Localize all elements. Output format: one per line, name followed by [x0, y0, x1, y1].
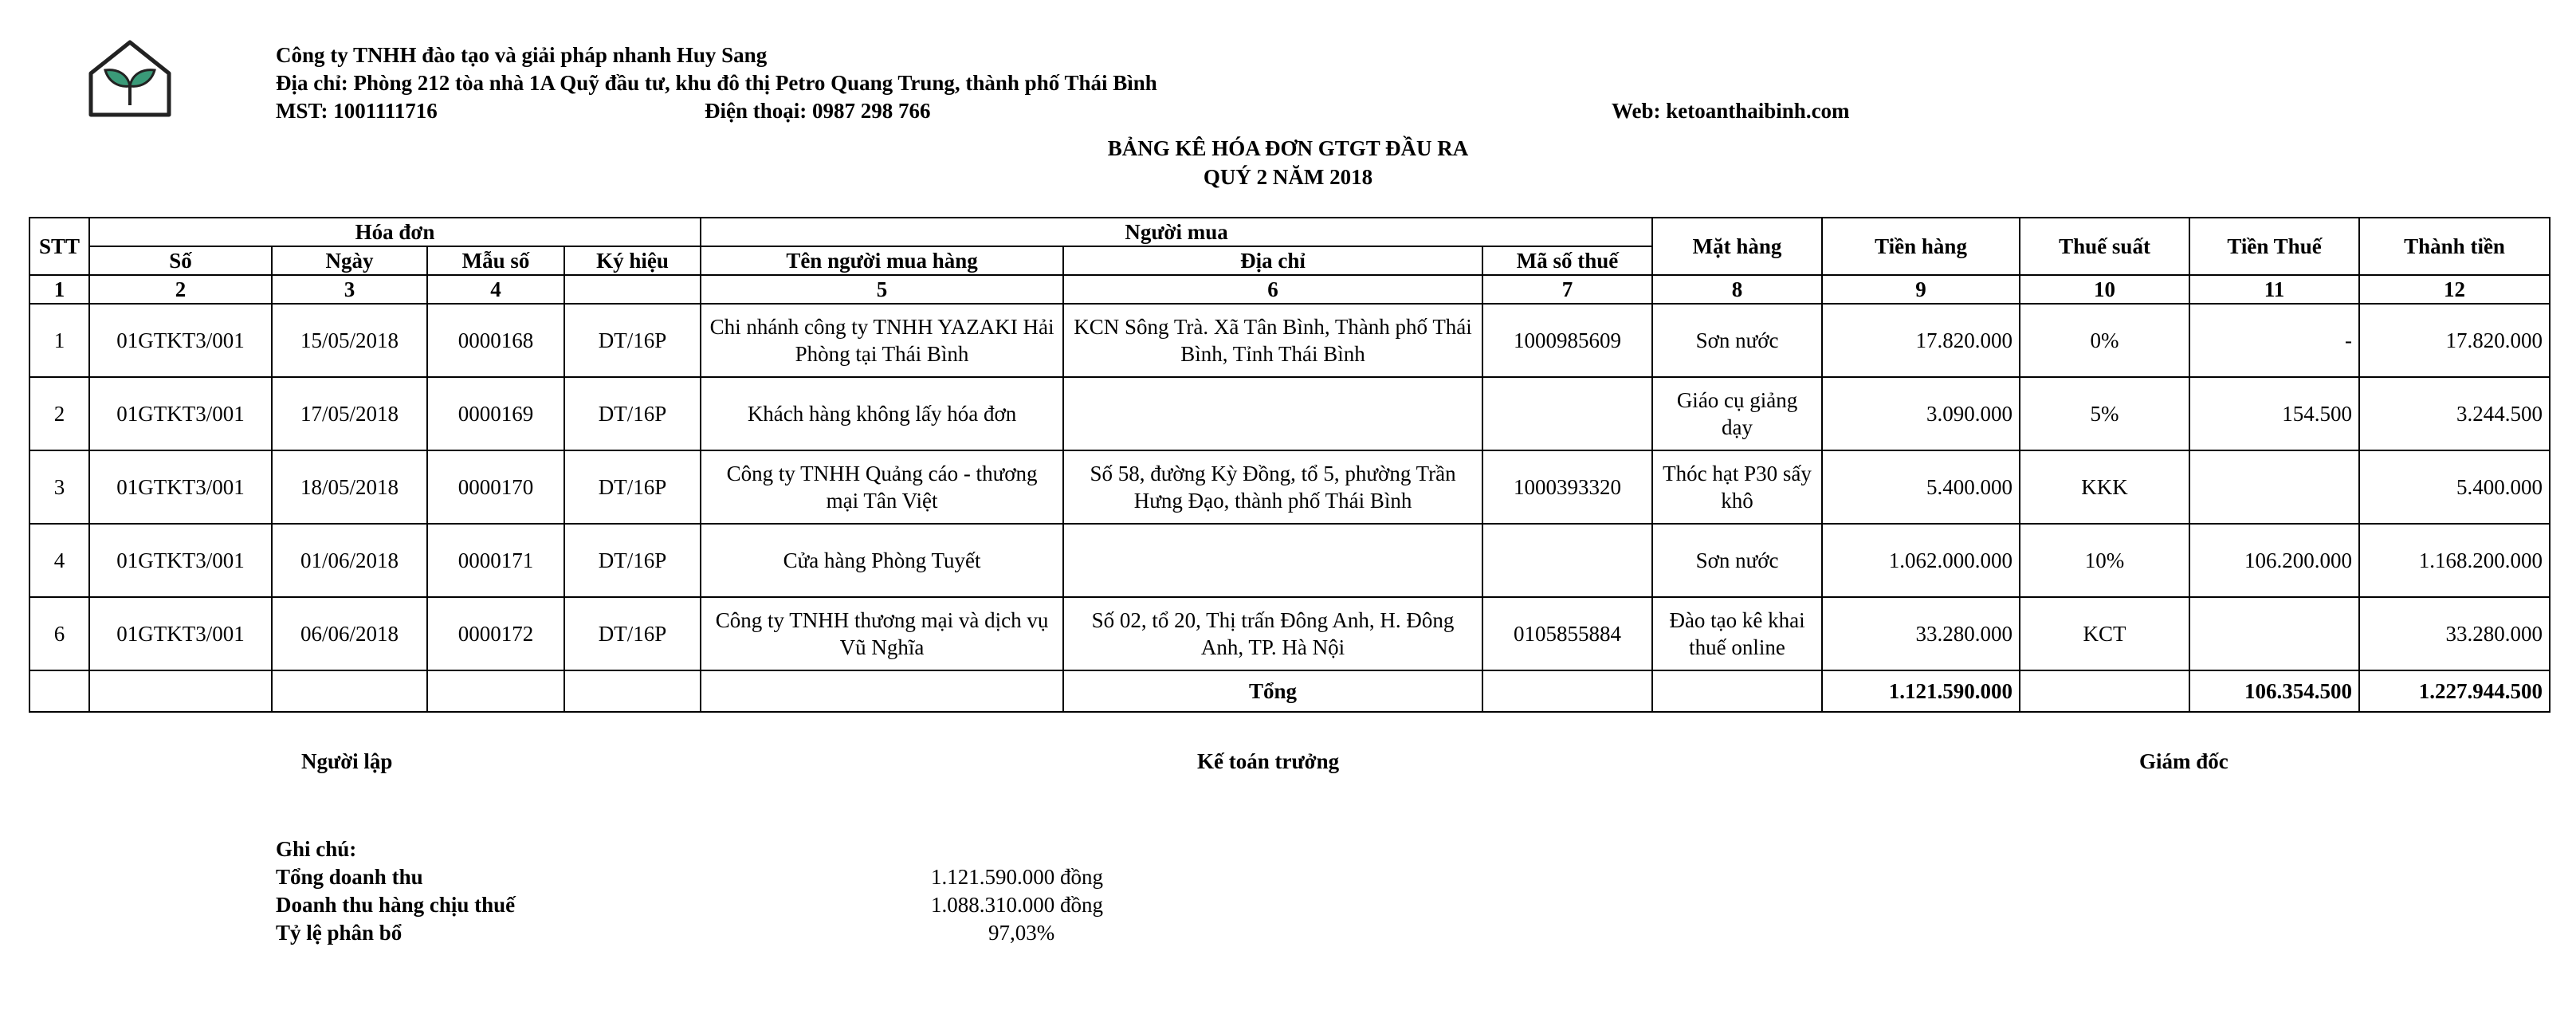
notes-taxable-label: Doanh thu hàng chịu thuế	[276, 893, 516, 917]
header-address: Địa chỉ	[1063, 246, 1482, 275]
totals-empty-cell	[564, 670, 701, 712]
notes-revenue-value: 1.121.590.000 đồng	[931, 865, 1103, 889]
column-number-cell: 7	[1482, 275, 1652, 304]
cell-address: Số 02, tổ 20, Thị trấn Đông Anh, H. Đông Anh, TP. Hà Nội	[1063, 597, 1482, 670]
cell-tax	[2189, 450, 2359, 524]
cell-buyer-name: Cửa hàng Phòng Tuyết	[701, 524, 1063, 597]
document-subtitle: QUÝ 2 NĂM 2018	[1203, 165, 1373, 189]
totals-empty-cell	[427, 670, 564, 712]
totals-empty-cell	[29, 670, 89, 712]
column-number-row	[29, 275, 2550, 304]
cell-amount: 3.090.000	[1822, 377, 2020, 450]
header-amount: Tiền hàng	[1822, 218, 2020, 275]
company-tax-code: MST: 1001111716	[276, 99, 438, 123]
cell-stt: 6	[29, 597, 89, 670]
cell-tax-code: 0105855884	[1482, 597, 1652, 670]
cell-number: 01GTKT3/001	[89, 597, 272, 670]
cell-total: 5.400.000	[2359, 450, 2550, 524]
header-tax: Tiền Thuế	[2189, 218, 2359, 275]
cell-tax-rate: 10%	[2020, 524, 2189, 597]
cell-amount: 1.062.000.000	[1822, 524, 2020, 597]
header-invoice: Hóa đơn	[89, 218, 701, 246]
header-stt: STT	[29, 218, 89, 275]
cell-total: 17.820.000	[2359, 304, 2550, 377]
cell-stt: 2	[29, 377, 89, 450]
cell-address: Số 58, đường Kỳ Đồng, tổ 5, phường Trần Hưng Đạo, thành phố Thái Bình	[1063, 450, 1482, 524]
document-title: BẢNG KÊ HÓA ĐƠN GTGT ĐẦU RA	[1107, 136, 1469, 160]
header-date: Ngày	[272, 246, 427, 275]
cell-total: 33.280.000	[2359, 597, 2550, 670]
signature-preparer: Người lập	[301, 749, 393, 773]
header-symbol: Ký hiệu	[564, 246, 701, 275]
cell-number: 01GTKT3/001	[89, 377, 272, 450]
column-number-cell: 2	[89, 275, 272, 304]
column-number-cell: 5	[701, 275, 1063, 304]
cell-buyer-name: Công ty TNHH thương mại và dịch vụ Vũ Nghĩa	[701, 597, 1063, 670]
table-row	[29, 524, 2550, 597]
cell-symbol: DT/16P	[564, 450, 701, 524]
invoice-table	[29, 217, 2550, 713]
cell-tax	[2189, 597, 2359, 670]
totals-empty-cell	[272, 670, 427, 712]
table-row	[29, 597, 2550, 670]
column-number-cell	[564, 275, 701, 304]
cell-date: 01/06/2018	[272, 524, 427, 597]
totals-empty-cell	[89, 670, 272, 712]
cell-item: Đào tạo kê khai thuế online	[1652, 597, 1822, 670]
cell-number: 01GTKT3/001	[89, 304, 272, 377]
notes-revenue-label: Tổng doanh thu	[276, 865, 423, 889]
cell-number: 01GTKT3/001	[89, 450, 272, 524]
header-item: Mặt hàng	[1652, 218, 1822, 275]
header-total: Thành tiền	[2359, 218, 2550, 275]
notes-heading: Ghi chú:	[276, 837, 357, 861]
column-number-cell: 8	[1652, 275, 1822, 304]
totals-tax: 106.354.500	[2189, 670, 2359, 712]
cell-form: 0000168	[427, 304, 564, 377]
cell-form: 0000170	[427, 450, 564, 524]
signature-director: Giám đốc	[2139, 749, 2228, 773]
cell-tax-rate: 5%	[2020, 377, 2189, 450]
header-form: Mẫu số	[427, 246, 564, 275]
cell-tax-rate: KCT	[2020, 597, 2189, 670]
notes-ratio-value: 97,03%	[988, 921, 1055, 945]
notes-ratio-label: Tỷ lệ phân bổ	[276, 921, 402, 945]
cell-tax-code	[1482, 377, 1652, 450]
table-row	[29, 450, 2550, 524]
header-buyer-name: Tên người mua hàng	[701, 246, 1063, 275]
cell-tax-code: 1000985609	[1482, 304, 1652, 377]
cell-item: Thóc hạt P30 sấy khô	[1652, 450, 1822, 524]
cell-form: 0000171	[427, 524, 564, 597]
cell-symbol: DT/16P	[564, 377, 701, 450]
cell-tax: 106.200.000	[2189, 524, 2359, 597]
cell-number: 01GTKT3/001	[89, 524, 272, 597]
company-phone: Điện thoại: 0987 298 766	[705, 99, 931, 123]
cell-amount: 33.280.000	[1822, 597, 2020, 670]
cell-symbol: DT/16P	[564, 524, 701, 597]
header-tax-code: Mã số thuế	[1482, 246, 1652, 275]
cell-date: 06/06/2018	[272, 597, 427, 670]
header-number: Số	[89, 246, 272, 275]
cell-total: 3.244.500	[2359, 377, 2550, 450]
totals-total: 1.227.944.500	[2359, 670, 2550, 712]
cell-tax-rate: 0%	[2020, 304, 2189, 377]
cell-amount: 5.400.000	[1822, 450, 2020, 524]
column-number-cell: 1	[29, 275, 89, 304]
table-header-row	[29, 218, 2550, 246]
column-number-cell: 12	[2359, 275, 2550, 304]
column-number-cell: 4	[427, 275, 564, 304]
cell-total: 1.168.200.000	[2359, 524, 2550, 597]
cell-form: 0000169	[427, 377, 564, 450]
company-web: Web: ketoanthaibinh.com	[1612, 99, 1850, 123]
table-row	[29, 304, 2550, 377]
totals-row	[29, 670, 2550, 712]
column-number-cell: 10	[2020, 275, 2189, 304]
totals-amount: 1.121.590.000	[1822, 670, 2020, 712]
cell-buyer-name: Chi nhánh công ty TNHH YAZAKI Hải Phòng tại Thái Bình	[701, 304, 1063, 377]
cell-amount: 17.820.000	[1822, 304, 2020, 377]
cell-buyer-name: Khách hàng không lấy hóa đơn	[701, 377, 1063, 450]
totals-label: Tổng	[1063, 670, 1482, 712]
cell-date: 17/05/2018	[272, 377, 427, 450]
totals-empty-cell	[2020, 670, 2189, 712]
notes-taxable-value: 1.088.310.000 đồng	[931, 893, 1103, 917]
signature-chief-accountant: Kế toán trưởng	[1197, 749, 1340, 773]
cell-stt: 4	[29, 524, 89, 597]
column-number-cell: 6	[1063, 275, 1482, 304]
house-leaf-icon	[86, 38, 174, 120]
totals-empty-cell	[701, 670, 1063, 712]
company-address: Địa chỉ: Phòng 212 tòa nhà 1A Quỹ đầu tư, khu đô thị Petro Quang Trung, thành phố Thái Bình	[276, 71, 1157, 95]
cell-date: 18/05/2018	[272, 450, 427, 524]
table-row	[29, 377, 2550, 450]
cell-stt: 1	[29, 304, 89, 377]
header-tax-rate: Thuế suất	[2020, 218, 2189, 275]
totals-empty-cell	[1652, 670, 1822, 712]
column-number-cell: 11	[2189, 275, 2359, 304]
cell-tax-rate: KKK	[2020, 450, 2189, 524]
cell-form: 0000172	[427, 597, 564, 670]
column-number-cell: 3	[272, 275, 427, 304]
cell-tax-code	[1482, 524, 1652, 597]
cell-address	[1063, 377, 1482, 450]
cell-date: 15/05/2018	[272, 304, 427, 377]
cell-tax: -	[2189, 304, 2359, 377]
cell-item: Sơn nước	[1652, 524, 1822, 597]
cell-address	[1063, 524, 1482, 597]
cell-item: Sơn nước	[1652, 304, 1822, 377]
cell-tax-code: 1000393320	[1482, 450, 1652, 524]
totals-empty-cell	[1482, 670, 1652, 712]
cell-symbol: DT/16P	[564, 304, 701, 377]
company-name: Công ty TNHH đào tạo và giải pháp nhanh Huy Sang	[276, 43, 768, 67]
cell-item: Giáo cụ giảng dạy	[1652, 377, 1822, 450]
cell-symbol: DT/16P	[564, 597, 701, 670]
header-buyer: Người mua	[701, 218, 1652, 246]
column-number-cell: 9	[1822, 275, 2020, 304]
cell-address: KCN Sông Trà. Xã Tân Bình, Thành phố Thái Bình, Tỉnh Thái Bình	[1063, 304, 1482, 377]
cell-tax: 154.500	[2189, 377, 2359, 450]
cell-buyer-name: Công ty TNHH Quảng cáo - thương mại Tân Việt	[701, 450, 1063, 524]
cell-stt: 3	[29, 450, 89, 524]
